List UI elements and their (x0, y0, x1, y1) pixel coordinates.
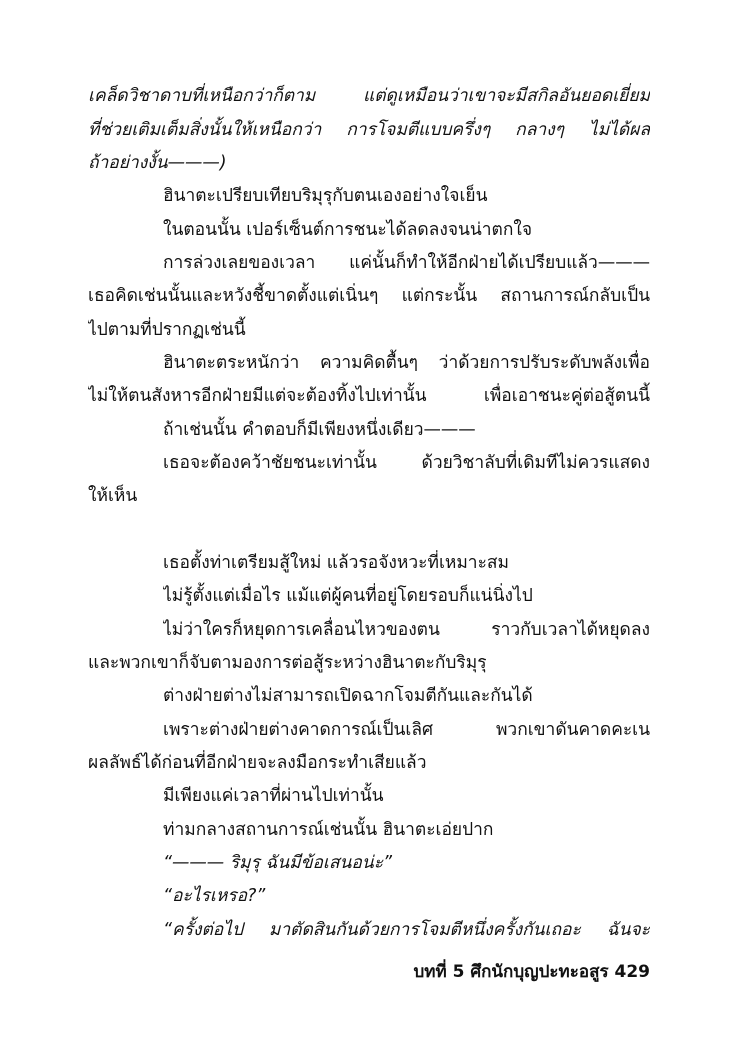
text-line-12: เธอจะต้องคว้าชัยชนะเท่านั้น ด้วยวิชาลับที่เดิมทีไม่ควรแสดง (163, 453, 650, 473)
text-line-9: ฮินาตะตระหนักว่า ความคิดตื้นๆ ว่าด้วยการปรับระดับพลังเพื่อ (163, 353, 650, 373)
text-line-7: เธอคิดเช่นนั้นและหวังชี้ขาดตั้งแต่เนิ่นๆ แต่กระนั้น สถานการณ์กลับเป็น (88, 286, 650, 306)
text-line-10: ไม่ให้ตนสังหารอีกฝ่ายมีแต่จะต้องทิ้งไปเท่านั้น เพื่อเอาชนะคู่ต่อสู้ตนนี้ (88, 386, 650, 406)
text-line-13: ให้เห็น (88, 486, 138, 506)
text-line-8: ไปตามที่ปรากฏเช่นนี้ (88, 320, 246, 340)
text-line-21: มีเพียงแค่เวลาที่ผ่านไปเท่านั้น (163, 786, 384, 806)
text-line-6: การล่วงเลยของเวลา แค่นั้นก็ทำให้อีกฝ่ายได้เปรียบแล้ว——— (163, 253, 650, 273)
text-line-5: ในตอนนั้น เปอร์เซ็นต์การชนะได้ลดลงจนน่าตกใจ (163, 220, 533, 240)
text-line-19: เพราะต่างฝ่ายต่างคาดการณ์เป็นเลิศ พวกเขาดันคาดคะเน (163, 720, 650, 740)
text-line-3: ถ้าอย่างงั้น———) (88, 153, 227, 173)
text-line-17: และพวกเขาก็จับตามองการต่อสู้ระหว่างฮินาตะกับริมุรุ (88, 653, 487, 673)
text-line-4: ฮินาตะเปรียบเทียบริมุรุกับตนเองอย่างใจเย็น (163, 186, 488, 206)
text-line-2: ที่ช่วยเติมเต็มสิ่งนั้นให้เหนือกว่า การโจมตีแบบครึ่งๆ กลางๆ ไม่ได้ผล (88, 120, 650, 140)
text-line-1: เคล็ดวิชาดาบที่เหนือกว่าก็ตาม แต่ดูเหมือนว่าเขาจะมีสกิลอันยอดเยี่ยม (88, 86, 650, 106)
text-line-23: “——— ริมุรุ ฉันมีข้อเสนอน่ะ” (163, 853, 393, 873)
text-line-22: ท่ามกลางสถานการณ์เช่นนั้น ฮินาตะเอ่ยปาก (163, 820, 494, 840)
page-footer: บทที่ 5 ศึกนักบุญปะทะอสูร 429 (413, 962, 650, 982)
text-line-11: ถ้าเช่นนั้น คำตอบก็มีเพียงหนึ่งเดียว——— (163, 420, 476, 440)
text-line-25: “ครั้งต่อไป มาตัดสินกันด้วยการโจมตีหนึ่งครั้งกันเถอะ ฉันจะ (163, 920, 650, 940)
text-line-15: ไม่รู้ตั้งแต่เมื่อไร แม้แต่ผู้คนที่อยู่โดยรอบก็แน่นิ่งไป (163, 586, 533, 606)
text-line-20: ผลลัพธ์ได้ก่อนที่อีกฝ่ายจะลงมือกระทำเสียแล้ว (88, 753, 427, 773)
text-line-18: ต่างฝ่ายต่างไม่สามารถเปิดฉากโจมตีกันและกันได้ (163, 686, 533, 706)
text-line-24: “อะไรเหรอ?” (163, 886, 266, 906)
text-line-16: ไม่ว่าใครก็หยุดการเคลื่อนไหวของตน ราวกับเวลาได้หยุดลง (163, 620, 650, 640)
text-line-14: เธอตั้งท่าเตรียมสู้ใหม่ แล้วรอจังหวะที่เหมาะสม (163, 553, 509, 573)
